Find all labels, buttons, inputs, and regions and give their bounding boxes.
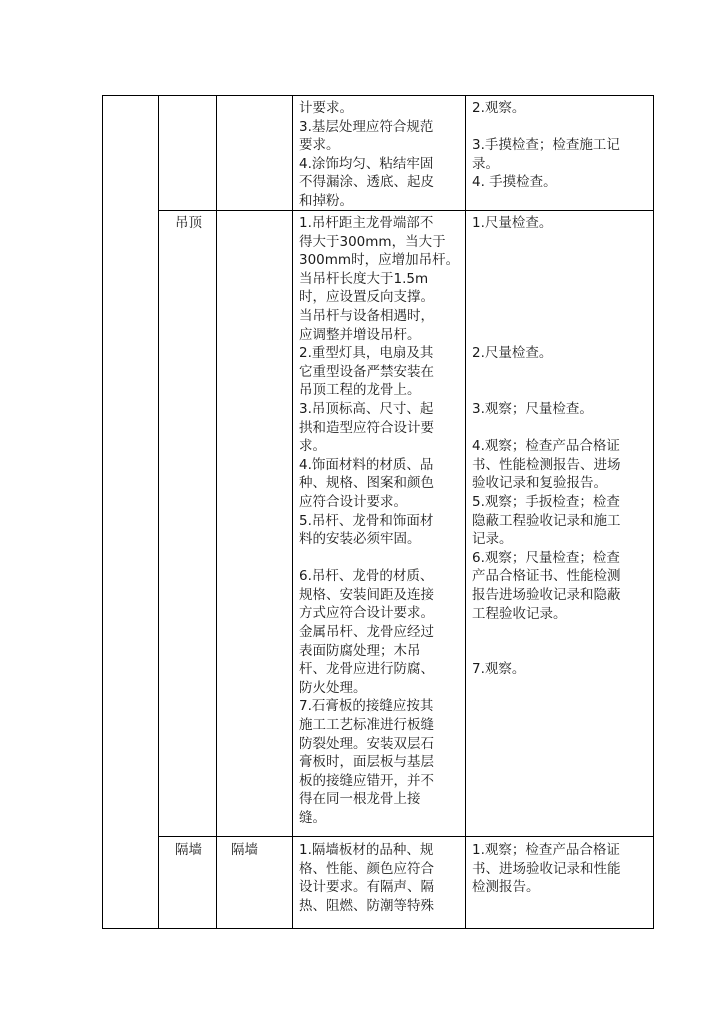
text-line: 1.尺量检查。 <box>472 215 553 231</box>
text-line: 种、规格、图案和颜色 <box>299 475 434 492</box>
text-line: 方式应符合设计要求。 <box>299 605 434 622</box>
text-line: 4. 手摸检查。 <box>472 174 557 191</box>
text-line: 6.吊杆、龙骨的材质、 <box>299 568 434 585</box>
text-line: 不得漏涂、透底、起皮 <box>299 174 434 191</box>
column-divider-2 <box>216 95 217 929</box>
text-line: 膏板时，面层板与基层 <box>299 754 434 771</box>
text-line: 计要求。 <box>299 100 353 116</box>
item-cell-partition: 隔墙 <box>175 842 202 858</box>
text-line: 3.观察；尺量检查。 <box>472 401 593 417</box>
text-line: 5.观察；手扳检查；检查 <box>472 494 620 510</box>
text-line: 1.吊杆距主龙骨端部不 <box>299 215 434 231</box>
text-line: 300mm时，应增加吊杆。 <box>299 252 460 269</box>
text-line: 防裂处理。安装双层石 <box>299 735 434 752</box>
text-line: 规格、安装间距及连接 <box>299 586 434 603</box>
text-line: 要求。 <box>299 137 340 154</box>
text-line: 当吊杆与设备相遇时， <box>299 307 434 324</box>
text-line: 得大于300mm，当大于 <box>299 233 446 250</box>
text-line: 检测报告。 <box>472 879 540 896</box>
text-line: 它重型设备严禁安装在 <box>299 363 434 380</box>
text-line: 2.重型灯具，电扇及其 <box>299 345 434 362</box>
text-line: 2.观察。 <box>472 100 526 116</box>
text-line: 应调整并增设吊杆。 <box>299 326 421 343</box>
text-line: 书、性能检测报告、进场 <box>472 456 621 473</box>
text-line: 6.观察；尺量检查；检查 <box>472 549 620 566</box>
text-line: 4.涂饰均匀、粘结牢固 <box>299 155 434 172</box>
text-line: 报告进场验收记录和隐蔽 <box>472 587 621 603</box>
text-line: 格、性能、颜色应符合 <box>299 860 434 877</box>
table-top-border <box>102 95 654 96</box>
text-line: 2.尺量检查。 <box>472 345 553 362</box>
text-line: 板的接缝应错开，并不 <box>299 772 434 789</box>
table-left-border <box>102 95 103 929</box>
column-divider-3 <box>292 95 293 929</box>
text-line: 书、进场验收记录和性能 <box>472 860 621 877</box>
text-line: 5.吊杆、龙骨和饰面材 <box>299 512 434 529</box>
table-right-border <box>653 95 654 929</box>
text-line: 产品合格证书、性能检测 <box>472 568 621 585</box>
text-line: 施工工艺标准进行板缝 <box>299 717 434 734</box>
text-line: 和掉粉。 <box>299 192 353 209</box>
text-line: 1.隔墙板材的品种、规 <box>299 842 434 858</box>
text-line: 热、阻燃、防潮等特殊 <box>299 897 434 914</box>
text-line: 4.饰面材料的材质、品 <box>299 456 434 473</box>
text-line: 隐蔽工程验收记录和施工 <box>472 512 621 529</box>
text-line: 吊顶工程的龙骨上。 <box>299 382 421 399</box>
standard-cell-ceiling <box>299 214 459 828</box>
item-cell-ceiling: 吊顶 <box>175 215 202 231</box>
sub-item-cell-partition: 隔墙 <box>231 842 258 858</box>
method-cell-partition <box>472 841 652 896</box>
text-line: 杆、龙骨应进行防腐、 <box>299 661 434 678</box>
text-line: 记录。 <box>472 531 513 548</box>
standard-cell-continued <box>299 99 459 211</box>
text-line: 录。 <box>472 155 499 172</box>
text-line: 求。 <box>299 438 326 455</box>
column-divider-4 <box>465 95 466 929</box>
text-line: 3.手摸检查；检查施工记 <box>472 137 620 154</box>
text-line: 防火处理。 <box>299 679 367 696</box>
text-line: 3.基层处理应符合规范 <box>299 118 434 135</box>
text-line: 拱和造型应符合设计要 <box>299 419 434 436</box>
method-cell-continued <box>472 99 652 191</box>
text-line: 4.观察；检查产品合格证 <box>472 438 620 455</box>
text-line: 缝。 <box>299 810 326 826</box>
method-cell-ceiling <box>472 214 652 678</box>
text-line: 表面防腐处理；木吊 <box>299 642 421 659</box>
text-line: 1.观察；检查产品合格证 <box>472 842 620 858</box>
text-line <box>299 549 459 568</box>
standard-cell-partition <box>299 841 459 915</box>
text-line: 得在同一根龙骨上接 <box>299 791 421 808</box>
table-bottom-border <box>102 928 654 929</box>
text-line: 料的安装必须牢固。 <box>299 531 421 548</box>
text-line: 设计要求。有隔声、隔 <box>299 879 434 896</box>
text-line: 7.观察。 <box>472 661 526 678</box>
row-divider-partition <box>158 836 654 837</box>
text-line: 工程验收记录。 <box>472 605 567 622</box>
text-line: 3.吊顶标高、尺寸、起 <box>299 400 434 417</box>
text-line: 7.石膏板的接缝应按其 <box>299 698 434 715</box>
text-line: 金属吊杆、龙骨应经过 <box>299 624 434 641</box>
text-line: 当吊杆长度大于1.5m <box>299 270 429 287</box>
text-line: 验收记录和复验报告。 <box>472 475 607 492</box>
column-divider-1 <box>158 95 159 929</box>
text-line: 应符合设计要求。 <box>299 493 407 510</box>
text-line: 时，应设置反向支撑。 <box>299 289 434 306</box>
